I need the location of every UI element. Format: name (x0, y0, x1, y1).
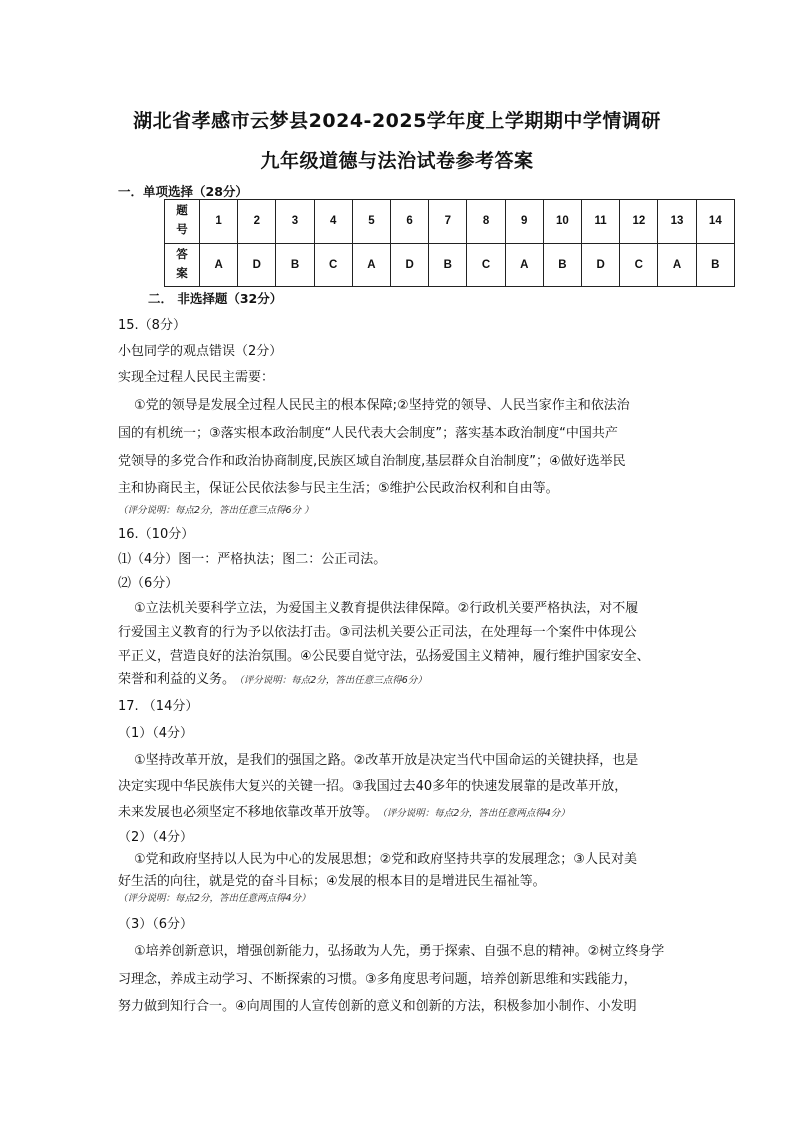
q15-body-line: ①党的领导是发展全过程人民民主的根本保障;②坚持党的领导、人民当家作主和依法治 (134, 398, 630, 413)
q15-intro: 实现全过程人民民主需要： (118, 370, 275, 385)
q17-part1-scoring-note: （评分说明：每点2分，答出任意两点得4分） (382, 808, 570, 819)
table-row-numbers (165, 200, 735, 244)
table-cell-number: 4 (314, 200, 352, 244)
q17-part1-label: （1）（4分） (118, 726, 194, 741)
table-cell-answer: C (314, 243, 352, 287)
table-header-answer (165, 243, 200, 287)
q15-body-line: 主和协商民主，保证公民依法参与民主生活；⑤维护公民政治权利和自由等。 (118, 481, 559, 496)
table-cell-answer: D (238, 243, 276, 287)
q17-header: 17. （14分） (118, 699, 199, 714)
table-cell-number: 5 (352, 200, 390, 244)
q16-body-last-line (118, 668, 718, 687)
table-cell-number: 14 (696, 200, 734, 244)
q15-body-line: 国的有机统一；③落实根本政治制度“人民代表大会制度”；落实基本政治制度“中国共产 (118, 426, 618, 441)
q15-scoring-note: （评分说明：每点2分，答出任意三点得6分 ） (118, 505, 314, 516)
table-cell-number: 10 (543, 200, 581, 244)
q17-part2-line: 好生活的向往，就是党的奋斗目标；④发展的根本目的是增进民生福祉等。 (118, 874, 546, 889)
q17-part1-line: 决定实现中华民族伟大复兴的关键一招。③我国过去40多年的快速发展靠的是改革开放， (118, 779, 628, 794)
q16-scoring-note: （评分说明：每点2分，答出任意三点得6分） (239, 675, 427, 686)
table-cell-number: 13 (658, 200, 696, 244)
table-cell-answer: A (200, 243, 238, 287)
section2-title: 二． 非选择题（32分） (148, 291, 283, 306)
q16-header: 16.（10分） (118, 527, 195, 542)
header-char: 题 (176, 205, 188, 218)
q17-part2-label: （2）（4分） (118, 830, 194, 845)
q16-body-line: ①立法机关要科学立法，为爱国主义教育提供法律保障。②行政机关要严格执法，对不履 (134, 601, 639, 616)
table-cell-number: 2 (238, 200, 276, 244)
section1-title: 一．单项选择（28分） (118, 184, 248, 199)
table-cell-answer: B (543, 243, 581, 287)
table-cell-answer: C (467, 243, 505, 287)
doc-title-line2: 九年级道德与法治试卷参考答案 (260, 150, 534, 172)
table-cell-number: 3 (276, 200, 314, 244)
q15-conclusion: 小包同学的观点错误（2分） (118, 344, 283, 359)
answer-table (164, 199, 735, 287)
q17-part1-last-line (118, 801, 718, 820)
header-char: 答 (176, 248, 188, 261)
table-cell-number: 11 (582, 200, 620, 244)
header-char: 案 (176, 267, 188, 280)
table-cell-number: 12 (620, 200, 658, 244)
table-cell-number: 9 (505, 200, 543, 244)
q17-part1-line: ①坚持改革开放，是我们的强国之路。②改革开放是决定当代中国命运的关键抉择，也是 (134, 753, 639, 768)
q16-body-line: 行爱国主义教育的行为予以依法打击。③司法机关要公正司法，在处理每一个案件中体现公 (118, 625, 637, 640)
table-cell-number: 7 (429, 200, 467, 244)
table-cell-answer: D (582, 243, 620, 287)
q16-body-line: 平正义，营造良好的法治氛围。④公民要自觉守法，弘扬爱国主义精神，履行维护国家安全、 (118, 649, 650, 664)
header-char: 号 (176, 224, 188, 237)
q17-part3-line: 努力做到知行合一。④向周围的人宣传创新的意义和创新的方法，积极参加小制作、小发明 (118, 999, 637, 1014)
table-cell-answer: A (505, 243, 543, 287)
table-cell-answer: B (429, 243, 467, 287)
table-row-answers (165, 243, 735, 287)
table-cell-answer: B (276, 243, 314, 287)
q17-part2-scoring-note: （评分说明：每点2分，答出任意两点得4分） (118, 893, 311, 904)
table-cell-number: 8 (467, 200, 505, 244)
doc-title-line1: 湖北省孝感市云梦县2024-2025学年度上学期期中学情调研 (133, 110, 661, 132)
table-cell-answer: B (696, 243, 734, 287)
q16-body-text: 荣誉和利益的义务。 (118, 672, 236, 687)
q16-part2-label: ⑵（6分） (118, 576, 179, 591)
table-cell-answer: D (391, 243, 429, 287)
table-cell-number: 6 (391, 200, 429, 244)
q17-part3-line: 习理念，养成主动学习、不断探索的习惯。③多角度思考问题，培养创新思维和实践能力， (118, 972, 637, 987)
q17-part2-line: ①党和政府坚持以人民为中心的发展思想；②党和政府坚持共享的发展理念；③人民对美 (134, 852, 637, 867)
q16-part1: ⑴（4分）图一：严格执法；图二：公正司法。 (118, 552, 387, 567)
q15-header: 15.（8分） (118, 318, 186, 333)
q17-part3-label: （3）（6分） (118, 917, 194, 932)
q17-part1-text: 未来发展也必须坚定不移地依靠改革开放等。 (118, 805, 379, 820)
table-cell-answer: A (658, 243, 696, 287)
table-cell-answer: C (620, 243, 658, 287)
table-cell-answer: A (352, 243, 390, 287)
table-header-number (165, 200, 200, 244)
q17-part3-line: ①培养创新意识，增强创新能力，弘扬敢为人先，勇于探索、自强不息的精神。②树立终身学 (134, 944, 665, 959)
table-cell-number: 1 (200, 200, 238, 244)
q15-body-line: 党领导的多党合作和政治协商制度,民族区域自治制度,基层群众自治制度”；④做好选举民 (118, 454, 626, 469)
